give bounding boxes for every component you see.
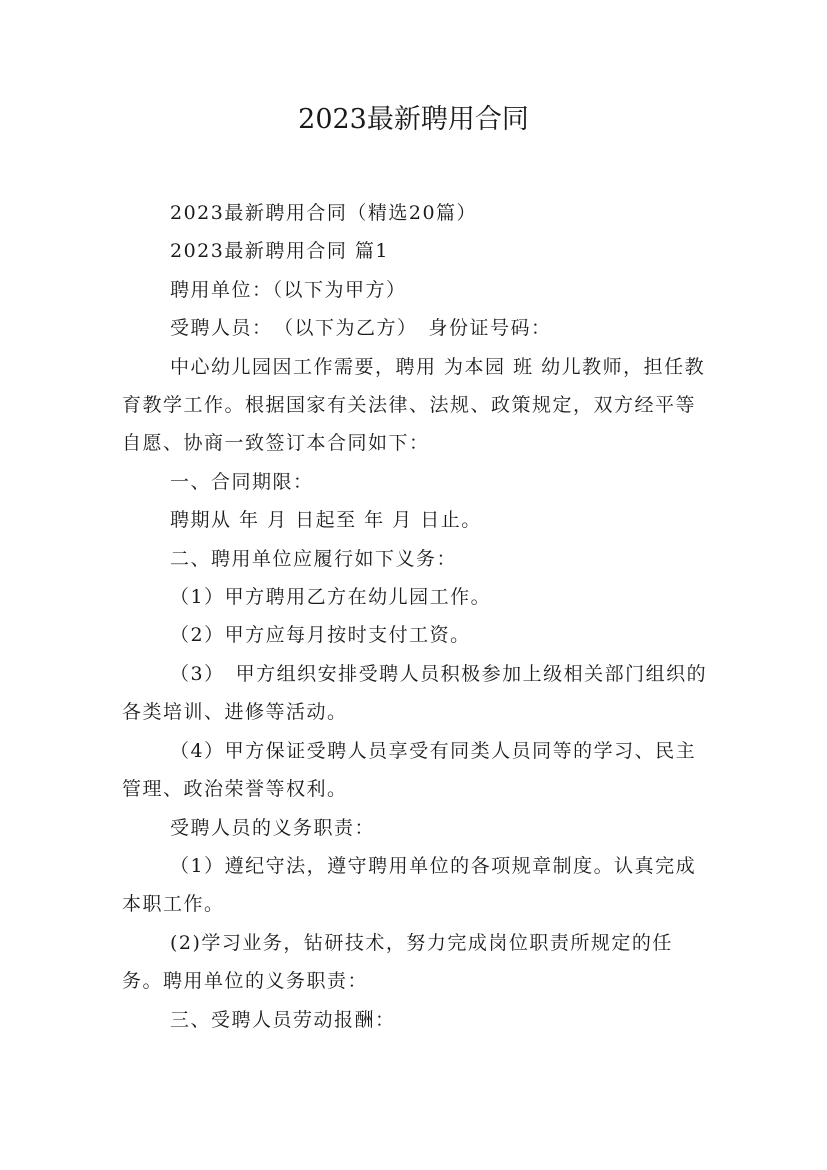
paragraph-term: 聘期从 年 月 日起至 年 月 日止。 bbox=[170, 509, 482, 532]
paragraph-duty-1: （1）甲方聘用乙方在幼儿园工作。 bbox=[170, 586, 492, 609]
document-body bbox=[122, 194, 712, 1039]
paragraph-preamble: 中心幼儿园因工作需要，聘用 为本园 班 幼儿教师，担任教育教学工作。根据国家有关法律、法规、政策规定，双方经平等自愿、协商一致签订本合同如下： bbox=[122, 355, 706, 455]
paragraph-duty-4: （4）甲方保证受聘人员享受有同类人员同等的学习、民主管理、政治荣誉等权利。 bbox=[122, 739, 697, 801]
paragraph-term-heading: 一、合同期限： bbox=[170, 470, 314, 493]
paragraph-subtitle: 2023最新聘用合同（精选20篇） bbox=[170, 202, 478, 224]
paragraph-employee-duty-1: （1）遵纪守法，遵守聘用单位的各项规章制度。认真完成本职工作。 bbox=[122, 854, 697, 916]
paragraph-employee: 受聘人员： （以下为乙方） 身份证号码： bbox=[170, 317, 552, 340]
paragraph-employee-duty-2: (2)学习业务，钻研技术，努力完成岗位职责所规定的任务。聘用单位的义务职责： bbox=[122, 931, 673, 993]
paragraph-duty-2: （2）甲方应每月按时支付工资。 bbox=[170, 624, 471, 647]
paragraph-section-heading: 2023最新聘用合同 篇1 bbox=[170, 240, 389, 263]
paragraph-duty-3: （3） 甲方组织安排受聘人员积极参加上级相关部门组织的各类培训、进修等活动。 bbox=[122, 662, 708, 724]
document-title: 2023最新聘用合同 bbox=[298, 104, 529, 135]
paragraph-employee-duties-heading: 受聘人员的义务职责： bbox=[170, 816, 376, 839]
paragraph-employer-duties-heading: 二、聘用单位应履行如下义务： bbox=[170, 547, 458, 570]
paragraph-employer: 聘用单位：（以下为甲方） bbox=[170, 278, 407, 301]
paragraph-remuneration-heading: 三、受聘人员劳动报酬： bbox=[170, 1008, 396, 1031]
